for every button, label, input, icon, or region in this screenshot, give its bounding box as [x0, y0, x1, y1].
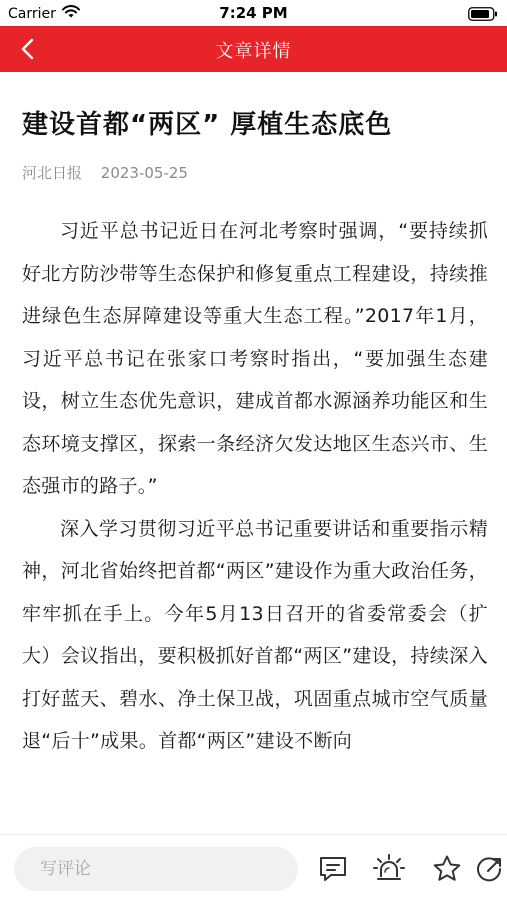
article-body — [22, 210, 488, 763]
bottom-bar — [0, 834, 507, 900]
star-icon — [432, 854, 462, 884]
article-meta — [22, 162, 188, 183]
carrier-label: Carrier — [8, 5, 56, 22]
article-date: 2023-05-25 — [100, 164, 188, 182]
status-bar — [0, 0, 507, 26]
comment-input[interactable] — [14, 847, 298, 891]
status-time: 7:24 PM — [219, 4, 288, 22]
nav-bar — [0, 26, 507, 72]
article-source: 河北日报 — [22, 164, 83, 182]
article-paragraph: 深入学习贯彻习近平总书记重要讲话和重要指示精神，河北省始终把首都“两区”建设作为重大政治任务，牢牢抓在手上。今年5月13日召开的省委常委会（扩大）会议指出，要积极抓好首都“两区”建设，持续深入打好蓝天、碧水、净土保卫战，巩固重点城市空气质量退“后十”成果。首都“两区”建设不断向 — [22, 517, 488, 752]
share-button[interactable] — [474, 852, 504, 886]
favorite-button[interactable] — [430, 852, 464, 886]
alert-button[interactable] — [372, 852, 406, 886]
comment-icon — [318, 855, 348, 883]
article-content[interactable] — [0, 72, 507, 834]
bell-icon — [373, 853, 405, 885]
share-icon — [474, 854, 504, 884]
page-title: 文章详情 — [215, 41, 292, 62]
comment-button[interactable] — [316, 852, 350, 886]
article-title: 建设首都“两区” 厚植生态底色 — [22, 110, 393, 140]
battery-icon — [468, 6, 498, 20]
article-paragraph: 习近平总书记近日在河北考察时强调，“要持续抓好北方防沙带等生态保护和修复重点工程建设，持续推进绿色生态屏障建设等重大生态工程。”2017年1月，习近平总书记在张家口考察时指出，“要加强生态建设，树立生态优先意识，建成首都水源涵养功能区和生态环境支撑区，探索一条经济欠发达地区生态兴市、生态强市的路子。” — [22, 220, 488, 497]
